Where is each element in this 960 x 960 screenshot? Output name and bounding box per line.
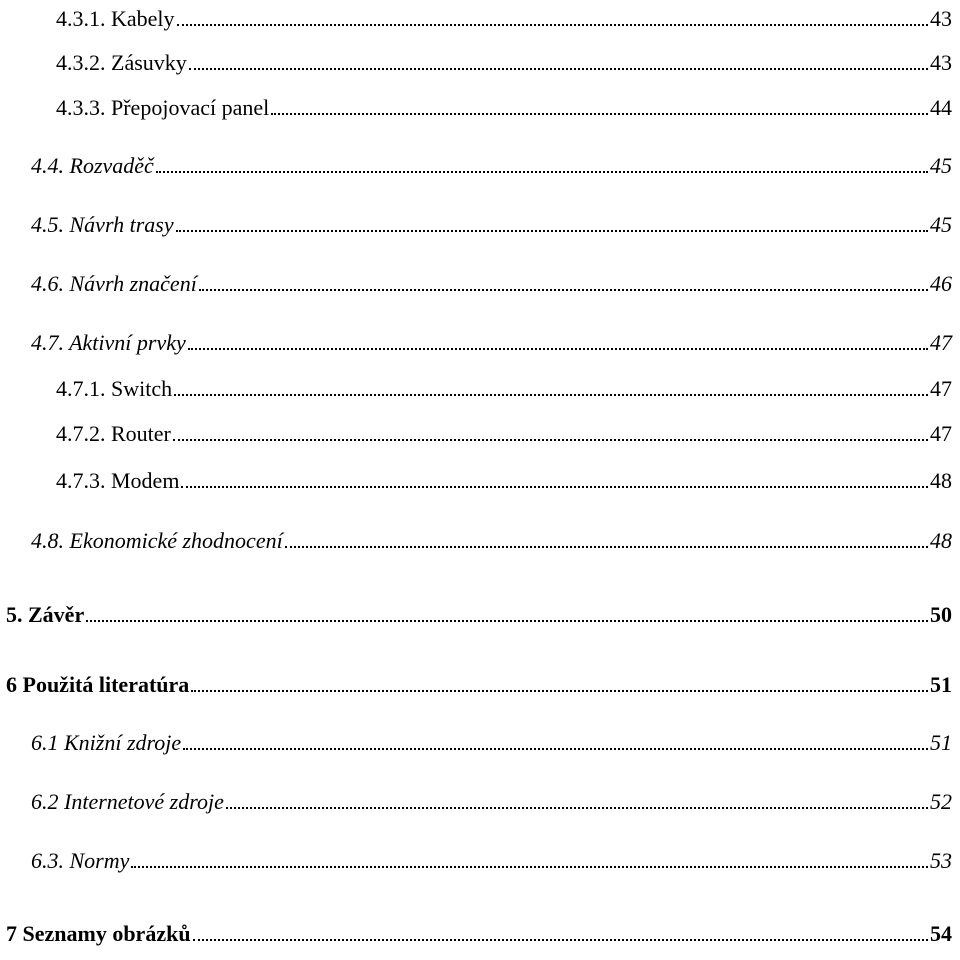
toc-entry-page: 43: [930, 50, 952, 75]
toc-entry[interactable]: [31, 842, 952, 872]
toc-entry-label: 4.4. Rozvaděč: [31, 153, 154, 178]
toc-entry-page: 51: [930, 672, 952, 697]
toc-entry-label: 4.8. Ekonomické zhodnocení: [31, 528, 283, 553]
dot-leader: [271, 112, 928, 115]
dot-leader: [86, 619, 928, 622]
toc-entry[interactable]: [56, 415, 952, 445]
toc-entry[interactable]: [6, 915, 952, 945]
toc-entry[interactable]: [31, 265, 952, 295]
toc-entry-page: 53: [930, 848, 952, 873]
dot-leader: [131, 865, 928, 868]
toc-entry[interactable]: [6, 666, 952, 696]
toc-entry-label: 6.2 Internetové zdroje: [31, 789, 224, 814]
toc-entry[interactable]: [56, 89, 952, 119]
dot-leader: [285, 545, 928, 548]
toc-entry-page: 44: [930, 95, 952, 120]
toc-entry-page: 45: [930, 153, 952, 178]
toc-entry-label: 4.7.1. Switch: [56, 376, 173, 401]
toc-entry[interactable]: [6, 596, 952, 626]
toc-entry-label: 4.5. Návrh trasy: [31, 212, 174, 237]
toc-entry-label: 5. Závěr: [6, 602, 85, 627]
dot-leader: [226, 806, 928, 809]
toc-entry[interactable]: [56, 370, 952, 400]
toc-entry-page: 50: [930, 602, 952, 627]
dot-leader: [199, 288, 928, 291]
toc-entry-label: 4.3.1. Kabely: [56, 6, 175, 31]
toc-entry-label: 4.6. Návrh značení: [31, 271, 197, 296]
toc-entry[interactable]: [56, 44, 952, 74]
dot-leader: [191, 689, 928, 692]
dot-leader: [156, 170, 928, 173]
toc-entry-page: 47: [930, 376, 952, 401]
toc-entry-label: 7 Seznamy obrázků: [6, 921, 191, 946]
toc-entry[interactable]: [31, 783, 952, 813]
dot-leader: [181, 485, 928, 488]
toc-entry-page: 51: [930, 730, 952, 755]
dot-leader: [193, 938, 928, 941]
toc-entry[interactable]: [31, 206, 952, 236]
toc-entry-label: 6.1 Knižní zdroje: [31, 730, 182, 755]
dot-leader: [177, 23, 928, 26]
toc-entry-page: 45: [930, 212, 952, 237]
toc-entry[interactable]: [31, 147, 952, 177]
toc-entry-label: 6 Použitá literatúra: [6, 672, 190, 697]
toc-entry-page: 48: [930, 468, 952, 493]
dot-leader: [173, 438, 928, 441]
dot-leader: [176, 229, 928, 232]
dot-leader: [189, 67, 928, 70]
toc-entry-label: 4.7. Aktivní prvky: [31, 330, 186, 355]
toc-entry-page: 47: [930, 330, 952, 355]
toc-entry-label: 4.3.2. Zásuvky: [56, 50, 187, 75]
dot-leader: [183, 747, 928, 750]
toc-entry-page: 43: [930, 6, 952, 31]
toc-entry-page: 54: [930, 921, 952, 946]
toc-entry[interactable]: [56, 0, 952, 30]
toc-entry-page: 47: [930, 421, 952, 446]
toc-entry-page: 52: [930, 789, 952, 814]
toc-entry-page: 46: [930, 271, 952, 296]
toc-entry[interactable]: [31, 522, 952, 552]
toc-entry-label: 4.7.2. Router: [56, 421, 171, 446]
toc-entry-label: 6.3. Normy: [31, 848, 130, 873]
toc-entry-page: 48: [930, 528, 952, 553]
toc-entry[interactable]: [31, 724, 952, 754]
dot-leader: [174, 393, 928, 396]
toc-entry[interactable]: [56, 462, 952, 492]
toc-entry[interactable]: [31, 324, 952, 354]
dot-leader: [188, 347, 928, 350]
toc-entry-label: 4.7.3. Modem: [56, 468, 180, 493]
toc-entry-label: 4.3.3. Přepojovací panel: [56, 95, 270, 120]
